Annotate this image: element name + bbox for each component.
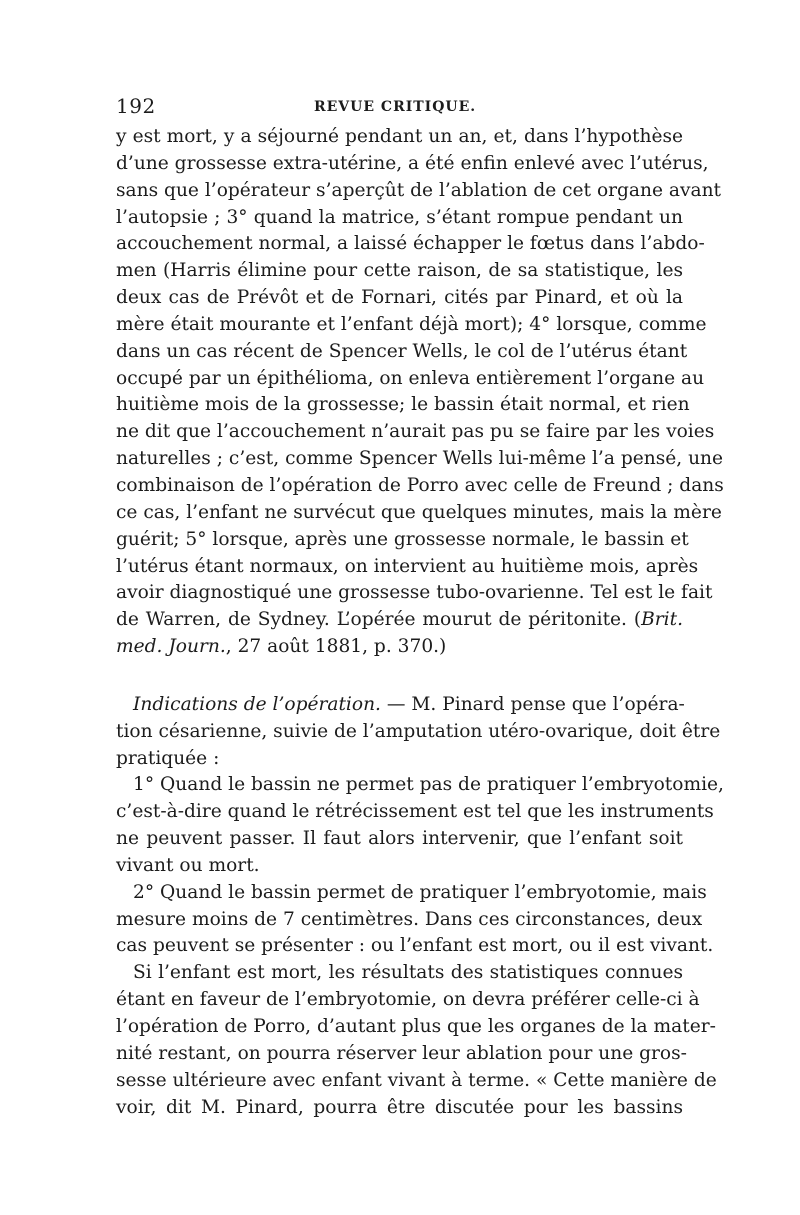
text-line: étant en faveur de l’embryotomie, on devra préférer celle-ci à <box>116 989 700 1011</box>
text-line: ne dit que l’accouchement n’aurait pas pu se faire par les voies <box>116 421 715 443</box>
text-segment: — M. Pinard pense que l’opéra- <box>380 693 685 715</box>
text-line: l’autopsie ; 3° quand la matrice, s’étant rompue pendant un <box>116 206 683 228</box>
paragraph-case-2 <box>116 880 714 961</box>
text-line: deux cas de Prévôt et de Fornari, cités par Pinard, et où la <box>116 287 683 309</box>
paragraph-case-1 <box>116 772 724 879</box>
text-line: combinaison de l’opération de Porro avec celle de Freund ; dans <box>116 474 724 496</box>
text-line: huitième mois de la grossesse; le bassin était normal, et rien <box>116 394 690 416</box>
text-line: Si l’enfant est mort, les résultats des statistiques connues <box>133 962 683 984</box>
page-number: 192 <box>116 94 156 118</box>
section-heading: Indications de l’opération. <box>133 693 381 715</box>
text-line <box>116 607 683 634</box>
text-line: mesure moins de 7 centimètres. Dans ces circonstances, deux <box>116 908 703 930</box>
citation-journal: med. Journ. <box>116 636 226 658</box>
text-line: accouchement normal, a laissé échapper le fœtus dans l’abdo- <box>116 233 705 255</box>
paragraph-dead-child <box>116 960 717 1121</box>
text-line: pratiquée : <box>116 747 220 769</box>
text-line: mère était mourante et l’enfant déjà mort); 4° lorsque, comme <box>116 313 707 335</box>
text-line: dans un cas récent de Spencer Wells, le col de l’utérus étant <box>116 340 688 362</box>
text-line: avoir diagnostiqué une grossesse tubo-ovarienne. Tel est le fait <box>116 582 713 604</box>
text-line: guérit; 5° lorsque, après une grossesse normale, le bassin et <box>116 528 689 550</box>
text-line: occupé par un épithélioma, on enleva entièrement l’organe au <box>116 367 705 389</box>
text-line: d’une grossesse extra-utérine, a été enfin enlevé avec l’utérus, <box>116 152 709 174</box>
section-indications <box>116 692 721 773</box>
text-line: c’est-à-dire quand le rétrécissement est tel que les instruments <box>116 801 714 823</box>
text-line: nité restant, on pourra réserver leur ablation pour une gros- <box>116 1042 687 1064</box>
text-line: ce cas, l’enfant ne survécut que quelques minutes, mais la mère <box>116 501 722 523</box>
text-line: naturelles ; c’est, comme Spencer Wells lui-même l’a pensé, une <box>116 448 724 470</box>
text-line: tion césarienne, suivie de l’amputation utéro-ovarique, doit être <box>116 720 721 742</box>
text-line: ne peuvent passer. Il faut alors intervenir, que l’enfant soit <box>116 828 683 850</box>
text-line: 1° Quand le bassin ne permet pas de pratiquer l’embryotomie, <box>133 774 724 796</box>
text-line: y est mort, y a séjourné pendant un an, et, dans l’hypothèse <box>116 126 683 147</box>
paragraph-continuation <box>116 124 724 661</box>
citation-date: , 27 août 1881, p. 370.) <box>225 636 447 658</box>
text-line: l’utérus étant normaux, on intervient au huitième mois, après <box>116 555 699 577</box>
text-line: sans que l’opérateur s’aperçût de l’ablation de cet organe avant <box>116 179 722 201</box>
text-line: cas peuvent se présenter : ou l’enfant est mort, ou il est vivant. <box>116 935 714 957</box>
text-segment: de Warren, de Sydney. L’opérée mourut de péritonite. ( <box>116 609 642 631</box>
text-line: vivant ou mort. <box>116 854 260 876</box>
section-gap <box>116 661 683 692</box>
text-line: voir, dit M. Pinard, pourra être discutée pour les bassins <box>116 1096 683 1118</box>
text-line <box>116 634 683 661</box>
text-line: l’opération de Porro, d’autant plus que les organes de la mater- <box>116 1016 716 1037</box>
citation-journal: Brit. <box>641 609 683 631</box>
journal-title: REVUE CRITIQUE. <box>314 99 477 115</box>
running-header <box>116 94 683 124</box>
body-text <box>116 124 724 1121</box>
text-line: 2° Quand le bassin permet de pratiquer l’embryotomie, mais <box>133 881 707 903</box>
text-line: sesse ultérieure avec enfant vivant à terme. « Cette manière de <box>116 1069 717 1091</box>
text-line: men (Harris élimine pour cette raison, de sa statistique, les <box>116 260 683 282</box>
text-line <box>116 692 683 719</box>
